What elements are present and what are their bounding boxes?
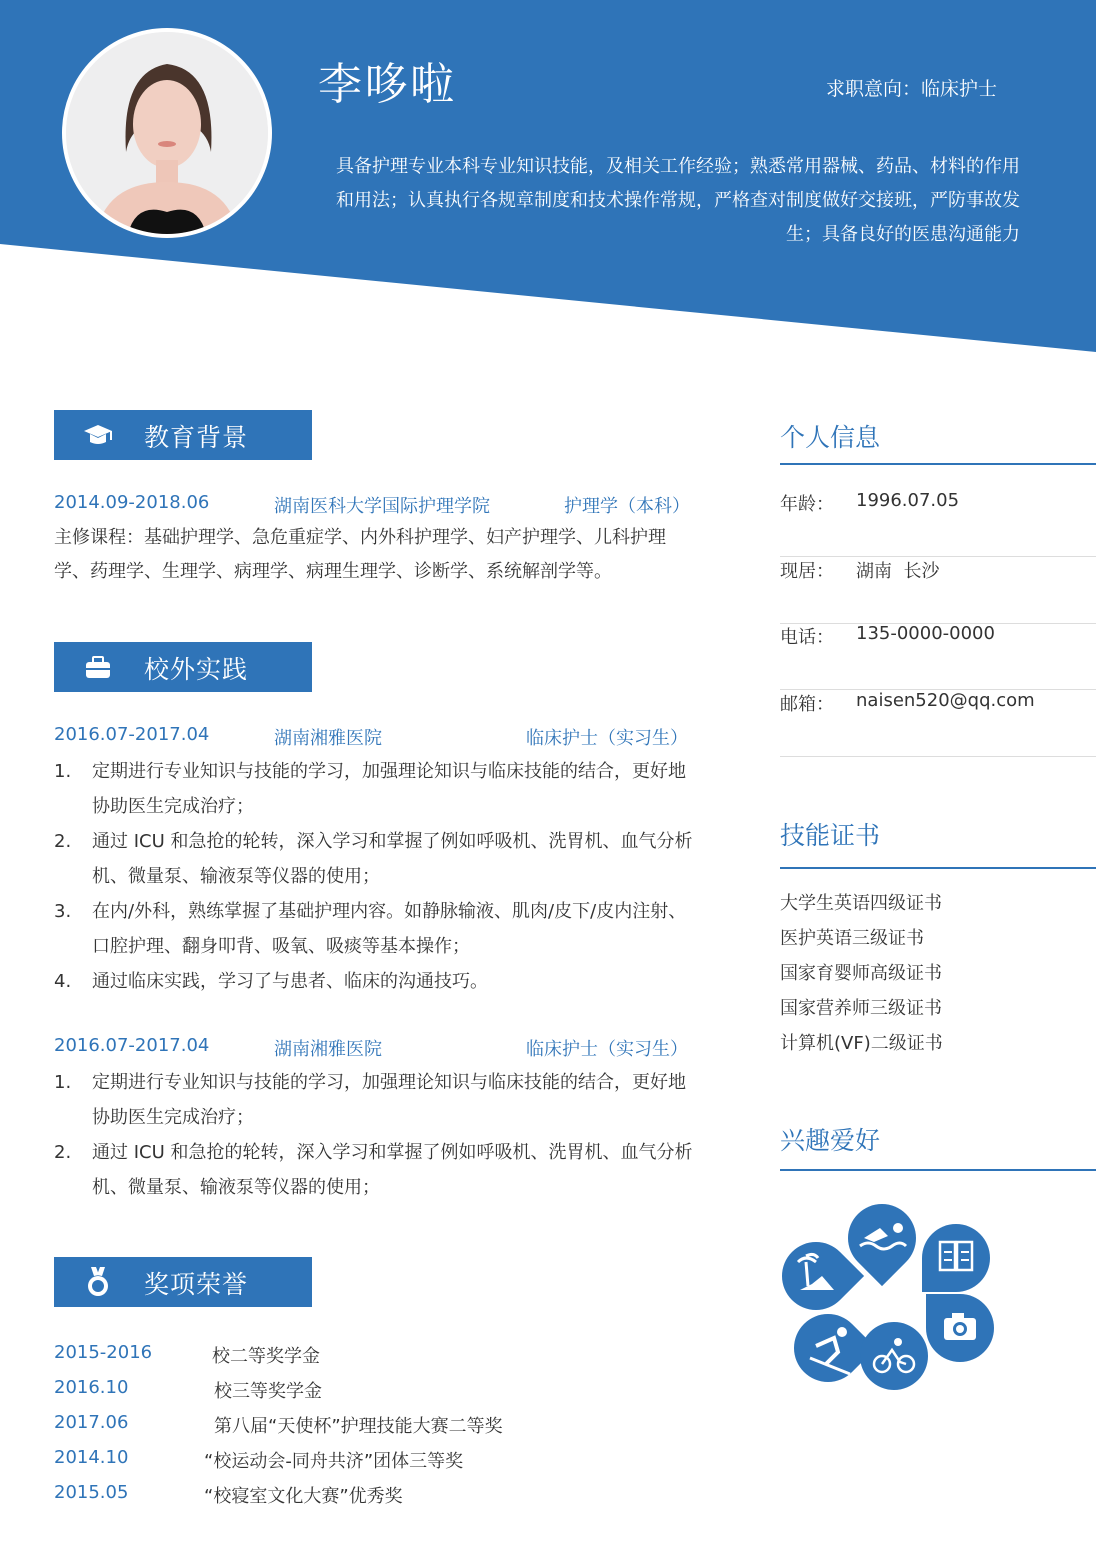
practice-role: 临床护士（实习生） (526, 728, 688, 749)
info-row-phone: 电话： 135-0000-0000 (780, 623, 1096, 690)
cert-item: 计算机(VF)二级证书 (780, 1033, 943, 1054)
education-school: 湖南医科大学国际护理学院 (274, 496, 490, 517)
section-awards (54, 1257, 312, 1307)
medal-icon (82, 1267, 114, 1297)
practice-org: 湖南湘雅医院 (274, 1039, 382, 1060)
divider (780, 463, 1096, 465)
divider (780, 867, 1096, 869)
practice-row-2 (54, 1035, 696, 1065)
list-item: 3. 在内/外科，熟练掌握了基础护理内容。如静脉输液、肌肉/皮下/皮内注射、口腔护理、翻身叩背、吸氧、吸痰等基本操作； (54, 901, 687, 957)
section-practice (54, 642, 312, 692)
info-row-location: 现居： 湖南 长沙 (780, 557, 1096, 624)
award-row: 2014.10 “校运动会-同舟共济”团体三等奖 (54, 1447, 464, 1472)
section-title: 奖项荣誉 (144, 1270, 249, 1299)
section-title: 教育背景 (144, 423, 249, 452)
award-row: 2015-2016 校二等奖学金 (54, 1342, 320, 1367)
camera-icon (926, 1294, 994, 1362)
hobby-icons (776, 1196, 996, 1401)
education-date: 2014.09-2018.06 (54, 492, 210, 513)
practice-org: 湖南湘雅医院 (274, 728, 382, 749)
list-item: 1. 定期进行专业知识与技能的学习，加强理论知识与临床技能的结合，更好地协助医生完成治疗； (54, 761, 686, 817)
section-education (54, 410, 312, 460)
cert-item: 国家育婴师高级证书 (780, 963, 942, 984)
award-row: 2015.05 “校寝室文化大赛”优秀奖 (54, 1482, 403, 1507)
education-major: 护理学（本科） (564, 496, 690, 517)
skills-title: 技能证书 (780, 821, 881, 850)
list-item: 4. 通过临床实践，学习了与患者、临床的沟通技巧。 (54, 971, 488, 992)
list-item: 1. 定期进行专业知识与技能的学习，加强理论知识与临床技能的结合，更好地协助医生完成治疗； (54, 1072, 686, 1128)
practice-list-1 (54, 754, 696, 999)
personal-info-title: 个人信息 (780, 423, 881, 452)
graduation-cap-icon (82, 422, 114, 448)
summary-text: 具备护理专业本科专业知识技能，及相关工作经验；熟悉常用器械、药品、材料的作用和用法；认真执行各规章制度和技术操作常规，严格查对制度做好交接班，严防事故发生；具备良好的医患沟通能力 (336, 156, 1020, 245)
award-row: 2016.10 校三等奖学金 (54, 1377, 322, 1402)
cert-item: 国家营养师三级证书 (780, 998, 942, 1019)
cert-item: 大学生英语四级证书 (780, 893, 942, 914)
candidate-name: 李哆啦 (318, 59, 456, 110)
practice-date: 2016.07-2017.04 (54, 1035, 210, 1056)
job-intent: 求职意向：临床护士 (826, 78, 998, 100)
reading-icon (922, 1224, 990, 1292)
practice-date: 2016.07-2017.04 (54, 724, 210, 745)
info-row-email: 邮箱： naisen520@qq.com (780, 690, 1096, 757)
beach-icon (776, 1196, 864, 1324)
practice-list-2 (54, 1065, 696, 1205)
education-row (54, 492, 696, 522)
list-item: 2. 通过 ICU 和急抢的轮转，深入学习和掌握了例如呼吸机、洗胃机、血气分析机、微量泵、输液泵等仪器的使用； (54, 831, 693, 887)
cert-list (780, 886, 943, 1061)
avatar (62, 28, 272, 238)
divider (780, 1169, 1096, 1171)
section-title: 校外实践 (144, 655, 249, 684)
education-courses: 主修课程：基础护理学、急危重症学、内外科护理学、妇产护理学、儿科护理学、药理学、生理学、病理学、病理生理学、诊断学、系统解剖学等。 (54, 527, 666, 582)
practice-role: 临床护士（实习生） (526, 1039, 688, 1060)
cert-item: 医护英语三级证书 (780, 928, 924, 949)
award-row: 2017.06 第八届“天使杯”护理技能大赛二等奖 (54, 1412, 503, 1437)
list-item: 2. 通过 ICU 和急抢的轮转，深入学习和掌握了例如呼吸机、洗胃机、血气分析机、微量泵、输液泵等仪器的使用； (54, 1142, 693, 1198)
practice-row-1 (54, 724, 696, 754)
briefcase-icon (82, 654, 114, 680)
hobbies-title: 兴趣爱好 (780, 1126, 881, 1155)
info-row-age: 年龄： 1996.07.05 (780, 490, 1096, 557)
